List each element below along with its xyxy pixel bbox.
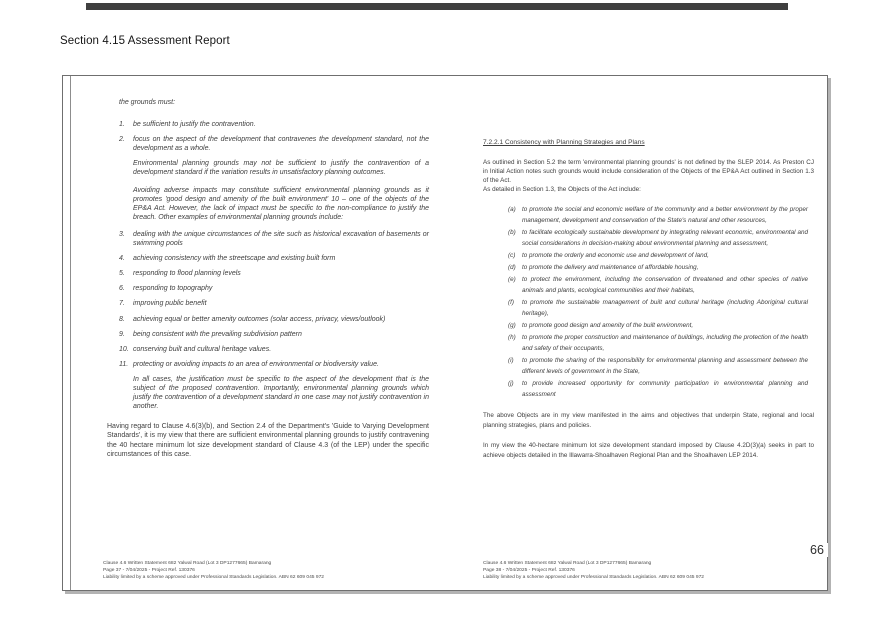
list-item-number: 10. bbox=[119, 345, 129, 353]
list-item bbox=[508, 227, 808, 249]
list-item-text: to promote the sharing of the responsibility for environmental planning and assessment between the different levels of government in the State, bbox=[522, 357, 808, 376]
list-item bbox=[119, 284, 429, 293]
footer-line: Clause 4.6 Written Statement 682 Yalwal Road (Lot 3 DP1277665) Bamarang bbox=[483, 561, 652, 566]
list-item bbox=[508, 320, 808, 331]
footer-line: Liability limited by a scheme approved under Professional Standards Legislation. ABN 62 609 045 972 bbox=[483, 574, 705, 580]
list-item-number: 2. bbox=[119, 136, 125, 144]
list-item-text: conserving built and cultural heritage values. bbox=[133, 345, 272, 353]
list-item-text: achieving equal or better amenity outcomes (solar access, privacy, views/outlook) bbox=[133, 315, 386, 323]
list-item-label: (g) bbox=[508, 322, 516, 330]
list-item-number: 9. bbox=[119, 330, 125, 338]
list-item-text: to promote the delivery and maintenance of affordable housing, bbox=[522, 264, 699, 272]
page-footer-right bbox=[483, 561, 815, 581]
list-item-text: to protect the environment, including the conservation of threatened and other species of native animals and plants, ecological communities and their habitats, bbox=[522, 276, 808, 295]
list-item bbox=[119, 135, 429, 153]
footer-line: Clause 4.6 Written Statement 682 Yalwal Road (Lot 3 DP1277665) Bamarang bbox=[103, 561, 272, 566]
footer-line: Page 37 - 7/04/2025 - Project Ref. 130376 bbox=[103, 567, 195, 573]
left-page-column bbox=[107, 98, 429, 459]
list-item-number: 8. bbox=[119, 315, 125, 323]
previous-page-edge-bar bbox=[86, 3, 788, 10]
list-item-text: to facilitate ecologically sustainable development by integrating relevant economic, environmental and social considerations in decision-making about environmental planning and assessment, bbox=[522, 229, 808, 248]
list-item-text: to promote the sustainable management of built and cultural heritage (including Aboriginal cultural heritage), bbox=[522, 299, 808, 318]
list-item-text: responding to flood planning levels bbox=[133, 270, 241, 278]
list-item bbox=[119, 254, 429, 263]
list-item-number: 7. bbox=[119, 300, 125, 308]
list-item bbox=[119, 120, 429, 129]
list-item-number: 3. bbox=[119, 230, 125, 238]
list-item bbox=[508, 297, 808, 319]
list-item-number: 5. bbox=[119, 270, 125, 278]
list-item bbox=[119, 315, 429, 324]
list-item-text: achieving consistency with the streetscape and existing built form bbox=[133, 255, 336, 263]
list-item bbox=[119, 230, 429, 248]
quote-paragraph: Environmental planning grounds may not be sufficient to justify the contravention of a development standard if the variation results in unsatisfactory planning outcomes. bbox=[133, 160, 429, 177]
page-footer-left bbox=[103, 561, 435, 581]
list-item-text: improving public benefit bbox=[133, 300, 207, 308]
list-item-text: protecting or avoiding impacts to an area of environmental or biodiversity value. bbox=[133, 360, 379, 368]
list-item bbox=[508, 378, 808, 400]
list-item bbox=[119, 269, 429, 278]
numbered-list-top bbox=[107, 120, 429, 153]
quote-closing-paragraph: In all cases, the justification must be specific to the aspect of the development that is the subject of the proposed contravention. Importantly, environmental planning grounds which justify the contravention of a development standard in one case may not justify contravention in another. bbox=[133, 375, 429, 411]
list-item bbox=[508, 274, 808, 296]
list-item-text: to promote the orderly and economic use and development of land, bbox=[522, 252, 709, 260]
right-page-column bbox=[483, 138, 814, 460]
list-item-label: (h) bbox=[508, 334, 516, 342]
numbered-list-bottom bbox=[107, 230, 429, 369]
list-item-label: (f) bbox=[508, 299, 514, 307]
page-title: Section 4.15 Assessment Report bbox=[60, 35, 230, 47]
list-item-text: dealing with the unique circumstances of the site such as historical excavation of basements or swimming pools bbox=[133, 230, 429, 248]
list-item-text: be sufficient to justify the contravention. bbox=[133, 121, 256, 129]
list-item-text: to promote the proper construction and maintenance of buildings, including the protection of the health and safety of their occupants, bbox=[522, 334, 808, 353]
list-item-text: to provide increased opportunity for community participation in environmental planning and assessment bbox=[522, 380, 808, 399]
paragraph: As outlined in Section 5.2 the term 'environmental planning grounds' is not defined by the SLEP 2014. As Preston CJ in Initial Action notes such grounds would include consideration of the Objects of the EP&A Act outlined in Section 1.3 of the Act. bbox=[483, 158, 814, 184]
list-item-label: (j) bbox=[508, 380, 514, 388]
list-item bbox=[119, 330, 429, 339]
list-item bbox=[508, 332, 808, 354]
list-item bbox=[508, 262, 808, 273]
list-item bbox=[119, 360, 429, 369]
closing-paragraph: In my view the 40-hectare minimum lot size development standard imposed by Clause 4.2D(3)(a) seeks in part to achieve objects detailed in the Illawarra-Shoalhaven Regional Plan and the Shoalhaven LEP 2014. bbox=[483, 442, 814, 459]
list-item-number: 11. bbox=[119, 360, 129, 368]
list-item-text: to promote good design and amenity of the built environment, bbox=[522, 322, 694, 330]
list-item-text: to promote the social and economic welfare of the community and a better environment by the proper management, development and conservation of the State's natural and other resources, bbox=[522, 206, 808, 225]
list-item-label: (e) bbox=[508, 276, 516, 284]
paragraph-intro: the grounds must: bbox=[119, 99, 176, 106]
list-item bbox=[508, 204, 808, 226]
page-number: 66 bbox=[806, 543, 828, 557]
footer-line: Page 38 - 7/04/2025 - Project Ref. 130376 bbox=[483, 567, 575, 573]
quote-paragraph: Avoiding adverse impacts may constitute sufficient environmental planning grounds as it promotes 'good design and amenity of the built environment' 10 – one of the objects of the EP&A Act. However, the lack of impact must be specific to the non-compliance to justify the breach. Other examples of environmental planning grounds include: bbox=[133, 186, 429, 221]
list-item-label: (c) bbox=[508, 252, 516, 260]
list-item bbox=[508, 250, 808, 261]
paragraph: As detailed in Section 1.3, the Objects of the Act include: bbox=[483, 185, 641, 193]
list-item bbox=[119, 299, 429, 308]
list-item-label: (b) bbox=[508, 229, 516, 237]
quote-paragraphs bbox=[107, 159, 429, 222]
objects-list bbox=[508, 204, 808, 400]
list-item-text: being consistent with the prevailing subdivision pattern bbox=[133, 330, 302, 338]
list-item-label: (a) bbox=[508, 206, 516, 214]
list-item-text: focus on the aspect of the development that contravenes the development standard, not the development as a whole. bbox=[133, 136, 429, 153]
list-item-label: (i) bbox=[508, 357, 514, 365]
list-item bbox=[508, 355, 808, 377]
list-item-number: 6. bbox=[119, 285, 125, 293]
list-item-text: responding to topography bbox=[133, 285, 213, 293]
footer-line: Liability limited by a scheme approved under Professional Standards Legislation. ABN 62 609 045 972 bbox=[103, 574, 325, 580]
closing-paragraph: Having regard to Clause 4.6(3)(b), and Section 2.4 of the Department's 'Guide to Varying Development Standards', it is my view that there are sufficient environmental planning grounds to justify contravening the 40 hectare minimum lot size development standard of Clause 4.3 (of the LEP) under the specific circumstances of this case. bbox=[107, 423, 429, 458]
section-heading: 7.2.2.1 Consistency with Planning Strategies and Plans bbox=[483, 139, 645, 146]
list-item-number: 4. bbox=[119, 255, 125, 263]
page-spine-line bbox=[70, 76, 71, 590]
list-item-label: (d) bbox=[508, 264, 516, 272]
closing-paragraph: The above Objects are in my view manifested in the aims and objectives that underpin State, regional and local planning strategies, plans and policies. bbox=[483, 412, 814, 429]
list-item bbox=[119, 345, 429, 354]
list-item-number: 1. bbox=[119, 121, 125, 129]
